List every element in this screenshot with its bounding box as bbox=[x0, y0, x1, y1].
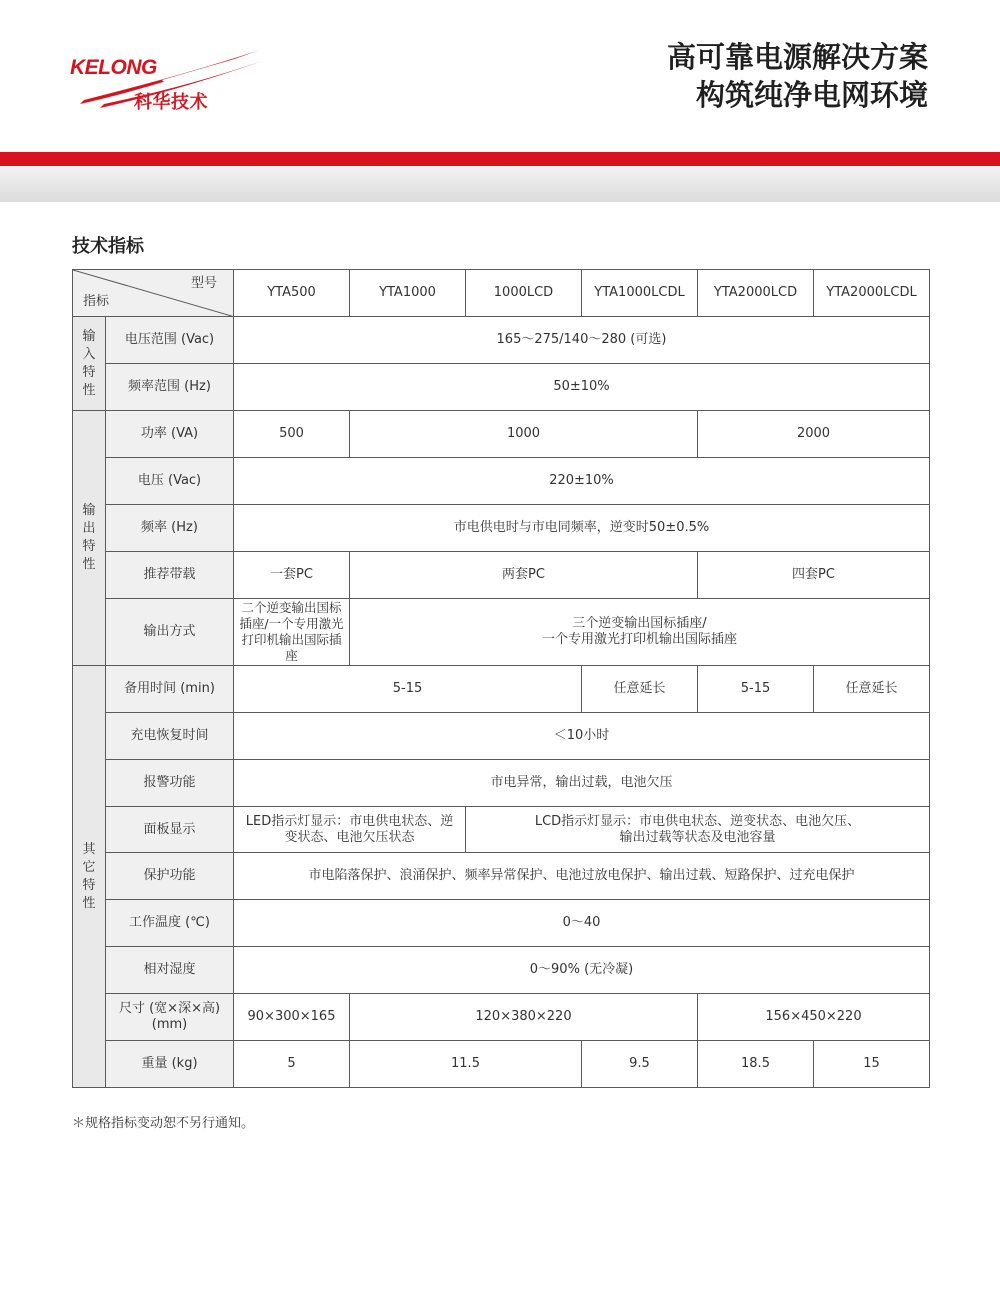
table-row bbox=[73, 599, 930, 666]
table-cell: 四套PC bbox=[698, 552, 930, 599]
table-cell: 两套PC bbox=[350, 552, 698, 599]
table-cell: 220±10% bbox=[234, 458, 930, 505]
row-label: 尺寸 (宽×深×高)(mm) bbox=[106, 994, 234, 1041]
table-row bbox=[73, 900, 930, 947]
corner-header bbox=[73, 270, 234, 317]
row-label: 重量 (kg) bbox=[106, 1041, 234, 1088]
table-row bbox=[73, 994, 930, 1041]
table-cell: 市电异常，输出过载，电池欠压 bbox=[234, 760, 930, 807]
table-cell: 500 bbox=[234, 411, 350, 458]
table-cell: 120×380×220 bbox=[350, 994, 698, 1041]
row-label: 电压范围 (Vac) bbox=[106, 317, 234, 364]
model-header: YTA1000 bbox=[350, 270, 466, 317]
table-row bbox=[73, 411, 930, 458]
model-header: YTA2000LCD bbox=[698, 270, 814, 317]
table-cell: ＜10小时 bbox=[234, 713, 930, 760]
table-cell: 15 bbox=[814, 1041, 930, 1088]
table-header-row bbox=[73, 270, 930, 317]
table-row bbox=[73, 947, 930, 994]
row-label: 电压 (Vac) bbox=[106, 458, 234, 505]
logo-text-cn: 科华技术 bbox=[134, 92, 208, 113]
row-label: 频率 (Hz) bbox=[106, 505, 234, 552]
table-cell: LED指示灯显示：市电供电状态、逆变状态、电池欠压状态 bbox=[234, 807, 466, 853]
group-input: 输入特性 bbox=[73, 317, 106, 411]
row-label: 功率 (VA) bbox=[106, 411, 234, 458]
row-label: 输出方式 bbox=[106, 599, 234, 666]
table-row bbox=[73, 317, 930, 364]
table-row bbox=[73, 807, 930, 853]
table-cell: 165～275/140～280 (可选) bbox=[234, 317, 930, 364]
table-cell: 二个逆变输出国标插座/一个专用激光打印机输出国际插座 bbox=[234, 599, 350, 666]
kelong-logo bbox=[70, 46, 270, 116]
table-cell: 5 bbox=[234, 1041, 350, 1088]
slogan-line-1: 高可靠电源解决方案 bbox=[666, 40, 928, 74]
spec-table bbox=[72, 269, 930, 1088]
page-header bbox=[0, 0, 1000, 200]
group-output: 输出特性 bbox=[73, 411, 106, 666]
corner-index-label: 指标 bbox=[83, 294, 110, 309]
table-cell: 90×300×165 bbox=[234, 994, 350, 1041]
table-row bbox=[73, 364, 930, 411]
table-cell: 5-15 bbox=[234, 666, 582, 713]
row-label: 推荐带载 bbox=[106, 552, 234, 599]
row-label: 保护功能 bbox=[106, 853, 234, 900]
table-cell: 市电陷落保护、浪涌保护、频率异常保护、电池过放电保护、输出过载、短路保护、过充电保护 bbox=[234, 853, 930, 900]
table-cell: 11.5 bbox=[350, 1041, 582, 1088]
row-label: 面板显示 bbox=[106, 807, 234, 853]
logo-text-en: KELONG bbox=[70, 56, 157, 79]
table-cell: 三个逆变输出国标插座/ 一个专用激光打印机输出国际插座 bbox=[350, 599, 930, 666]
table-cell: 50±10% bbox=[234, 364, 930, 411]
table-cell: 156×450×220 bbox=[698, 994, 930, 1041]
table-cell: 18.5 bbox=[698, 1041, 814, 1088]
table-cell: LCD指示灯显示：市电供电状态、逆变状态、电池欠压、 输出过载等状态及电池容量 bbox=[466, 807, 930, 853]
row-label: 充电恢复时间 bbox=[106, 713, 234, 760]
model-header: 1000LCD bbox=[466, 270, 582, 317]
header-red-bar bbox=[0, 152, 1000, 166]
table-cell: 任意延长 bbox=[814, 666, 930, 713]
table-row bbox=[73, 505, 930, 552]
table-cell: 一套PC bbox=[234, 552, 350, 599]
corner-model-label: 型号 bbox=[190, 276, 217, 291]
slogan-line-2: 构筑纯净电网环境 bbox=[695, 78, 928, 112]
table-cell: 1000 bbox=[350, 411, 698, 458]
section-title: 技术指标 bbox=[72, 236, 144, 257]
row-label: 频率范围 (Hz) bbox=[106, 364, 234, 411]
table-row bbox=[73, 552, 930, 599]
table-row bbox=[73, 760, 930, 807]
slogan bbox=[667, 38, 928, 114]
header-grey-band bbox=[0, 166, 1000, 202]
table-cell: 2000 bbox=[698, 411, 930, 458]
table-row bbox=[73, 458, 930, 505]
table-row bbox=[73, 713, 930, 760]
group-other: 其它特性 bbox=[73, 666, 106, 1088]
table-cell: 5-15 bbox=[698, 666, 814, 713]
model-header: YTA2000LCDL bbox=[814, 270, 930, 317]
footnote: ＊规格指标变动恕不另行通知。 bbox=[72, 1116, 255, 1131]
table-cell: 0～40 bbox=[234, 900, 930, 947]
row-label: 备用时间 (min) bbox=[106, 666, 234, 713]
table-cell: 0～90% (无冷凝) bbox=[234, 947, 930, 994]
table-row bbox=[73, 1041, 930, 1088]
table-cell: 9.5 bbox=[582, 1041, 698, 1088]
row-label: 相对湿度 bbox=[106, 947, 234, 994]
model-header: YTA1000LCDL bbox=[582, 270, 698, 317]
model-header: YTA500 bbox=[234, 270, 350, 317]
table-cell: 市电供电时与市电同频率，逆变时50±0.5% bbox=[234, 505, 930, 552]
table-cell: 任意延长 bbox=[582, 666, 698, 713]
table-row bbox=[73, 666, 930, 713]
table-row bbox=[73, 853, 930, 900]
row-label: 报警功能 bbox=[106, 760, 234, 807]
row-label: 工作温度 (℃) bbox=[106, 900, 234, 947]
